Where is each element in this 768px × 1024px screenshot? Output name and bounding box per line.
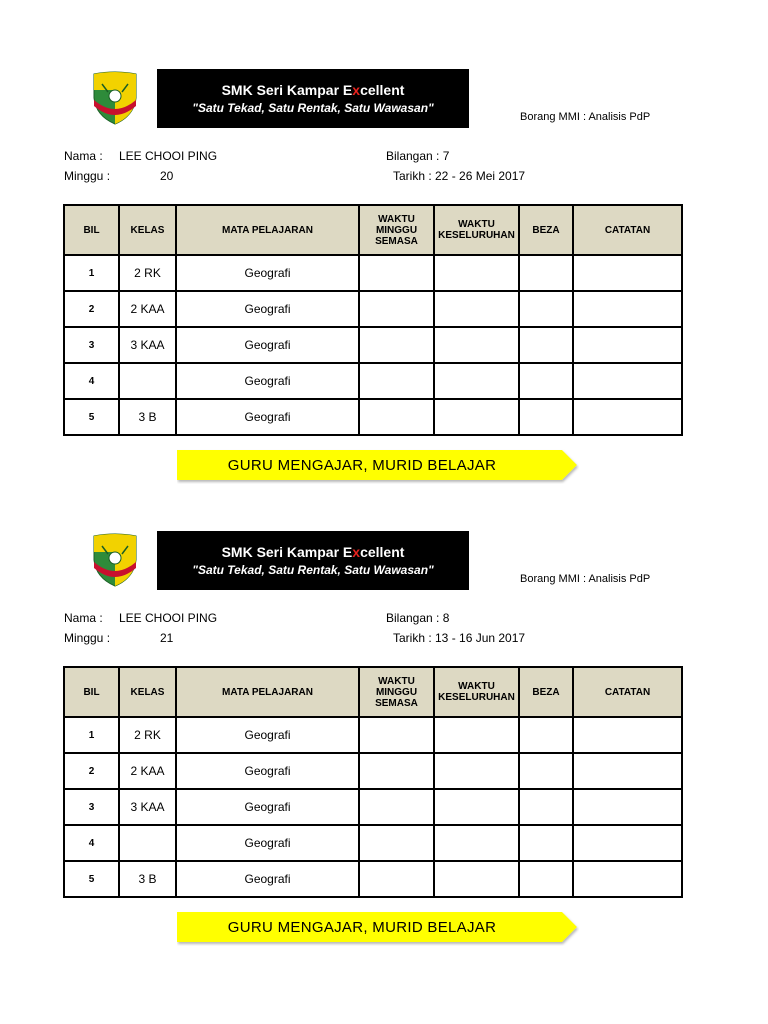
header-kelas: KELAS (119, 667, 176, 717)
cell-mata-pelajaran: Geografi (176, 399, 359, 435)
cell-catatan (573, 399, 682, 435)
form-reference: Borang MMI : Analisis PdP (520, 111, 651, 123)
cell-mata-pelajaran: Geografi (176, 753, 359, 789)
table-body (64, 255, 682, 435)
cell-bil: 2 (64, 753, 119, 789)
mmi-form (0, 462, 768, 942)
cell-waktu-minggu-semasa (359, 255, 434, 291)
cell-beza (519, 291, 573, 327)
table-header-row (64, 205, 682, 255)
cell-bil: 4 (64, 363, 119, 399)
cell-waktu-keseluruhan (434, 717, 519, 753)
header-beza: BEZA (519, 667, 573, 717)
school-name: SMK Seri Kampar Excellent (221, 544, 405, 560)
header-bil: BIL (64, 205, 119, 255)
cell-beza (519, 753, 573, 789)
form-reference: Borang MMI : Analisis PdP (520, 573, 651, 585)
cell-waktu-minggu-semasa (359, 825, 434, 861)
cell-beza (519, 255, 573, 291)
school-motto: "Satu Tekad, Satu Rentak, Satu Wawasan" (192, 101, 434, 115)
cell-waktu-keseluruhan (434, 399, 519, 435)
header-mata-pelajaran: MATA PELAJARAN (176, 205, 359, 255)
table-body (64, 717, 682, 897)
cell-mata-pelajaran: Geografi (176, 717, 359, 753)
cell-kelas: 3 B (119, 861, 176, 897)
table-row (64, 399, 682, 435)
header-waktu-keseluruhan: WAKTU KESELURUHAN (434, 667, 519, 717)
header-bil: BIL (64, 667, 119, 717)
cell-waktu-keseluruhan (434, 291, 519, 327)
cell-bil: 4 (64, 825, 119, 861)
cell-waktu-keseluruhan (434, 753, 519, 789)
cell-waktu-minggu-semasa (359, 291, 434, 327)
cell-waktu-minggu-semasa (359, 327, 434, 363)
cell-catatan (573, 717, 682, 753)
table-row (64, 825, 682, 861)
cell-catatan (573, 861, 682, 897)
table-row (64, 363, 682, 399)
cell-beza (519, 399, 573, 435)
table-row (64, 753, 682, 789)
cell-waktu-keseluruhan (434, 861, 519, 897)
header-catatan: CATATAN (573, 205, 682, 255)
table-row (64, 717, 682, 753)
cell-kelas: 3 B (119, 399, 176, 435)
nama-value: LEE CHOOI PING (119, 149, 218, 163)
cell-mata-pelajaran: Geografi (176, 861, 359, 897)
minggu-label: Minggu : (64, 169, 111, 183)
cell-mata-pelajaran: Geografi (176, 327, 359, 363)
table-row (64, 255, 682, 291)
table-row (64, 789, 682, 825)
table-row (64, 327, 682, 363)
nama-label: Nama : (64, 149, 103, 163)
school-crest-logo (90, 532, 140, 588)
cell-beza (519, 717, 573, 753)
cell-kelas: 2 RK (119, 255, 176, 291)
cell-bil: 1 (64, 717, 119, 753)
cell-waktu-minggu-semasa (359, 399, 434, 435)
cell-catatan (573, 753, 682, 789)
minggu-value: 20 (160, 169, 174, 183)
cell-mata-pelajaran: Geografi (176, 789, 359, 825)
bilangan-field: Bilangan : 7 (386, 149, 450, 163)
school-name: SMK Seri Kampar Excellent (221, 82, 405, 98)
header-waktu-minggu-semasa: WAKTU MINGGU SEMASA (359, 667, 434, 717)
cell-bil: 5 (64, 399, 119, 435)
cell-kelas (119, 825, 176, 861)
school-banner (157, 69, 469, 128)
cell-beza (519, 789, 573, 825)
table-row (64, 291, 682, 327)
cell-catatan (573, 363, 682, 399)
cell-mata-pelajaran: Geografi (176, 825, 359, 861)
cell-catatan (573, 327, 682, 363)
cell-waktu-keseluruhan (434, 327, 519, 363)
cell-kelas (119, 363, 176, 399)
table-header-row (64, 667, 682, 717)
minggu-value: 21 (160, 631, 174, 645)
bilangan-field: Bilangan : 8 (386, 611, 450, 625)
nama-label: Nama : (64, 611, 103, 625)
analysis-table (63, 666, 683, 898)
cell-mata-pelajaran: Geografi (176, 255, 359, 291)
tarikh-field: Tarikh : 22 - 26 Mei 2017 (393, 169, 526, 183)
cell-kelas: 3 KAA (119, 789, 176, 825)
cell-beza (519, 825, 573, 861)
cell-mata-pelajaran: Geografi (176, 291, 359, 327)
cell-waktu-keseluruhan (434, 255, 519, 291)
cell-waktu-keseluruhan (434, 825, 519, 861)
header-mata-pelajaran: MATA PELAJARAN (176, 667, 359, 717)
cell-waktu-minggu-semasa (359, 789, 434, 825)
cell-beza (519, 327, 573, 363)
cell-waktu-minggu-semasa (359, 861, 434, 897)
cell-mata-pelajaran: Geografi (176, 363, 359, 399)
cell-bil: 3 (64, 789, 119, 825)
cell-bil: 2 (64, 291, 119, 327)
cell-beza (519, 861, 573, 897)
school-crest-logo (90, 70, 140, 126)
header-kelas: KELAS (119, 205, 176, 255)
cell-kelas: 2 RK (119, 717, 176, 753)
school-motto: "Satu Tekad, Satu Rentak, Satu Wawasan" (192, 563, 434, 577)
cell-kelas: 2 KAA (119, 291, 176, 327)
header-beza: BEZA (519, 205, 573, 255)
cell-beza (519, 363, 573, 399)
cell-waktu-minggu-semasa (359, 753, 434, 789)
header-catatan: CATATAN (573, 667, 682, 717)
cell-waktu-minggu-semasa (359, 363, 434, 399)
cell-catatan (573, 291, 682, 327)
cell-kelas: 2 KAA (119, 753, 176, 789)
cell-waktu-keseluruhan (434, 363, 519, 399)
tarikh-field: Tarikh : 13 - 16 Jun 2017 (393, 631, 526, 645)
slogan-text: GURU MENGAJAR, MURID BELAJAR (227, 457, 497, 474)
table-row (64, 861, 682, 897)
analysis-table (63, 204, 683, 436)
cell-catatan (573, 825, 682, 861)
cell-bil: 3 (64, 327, 119, 363)
cell-catatan (573, 789, 682, 825)
cell-bil: 1 (64, 255, 119, 291)
school-banner (157, 531, 469, 590)
nama-value: LEE CHOOI PING (119, 611, 218, 625)
cell-waktu-minggu-semasa (359, 717, 434, 753)
slogan-banner (177, 910, 579, 946)
slogan-text: GURU MENGAJAR, MURID BELAJAR (227, 919, 497, 936)
header-waktu-minggu-semasa: WAKTU MINGGU SEMASA (359, 205, 434, 255)
minggu-label: Minggu : (64, 631, 111, 645)
mmi-form (0, 0, 768, 480)
cell-catatan (573, 255, 682, 291)
cell-bil: 5 (64, 861, 119, 897)
cell-kelas: 3 KAA (119, 327, 176, 363)
header-waktu-keseluruhan: WAKTU KESELURUHAN (434, 205, 519, 255)
cell-waktu-keseluruhan (434, 789, 519, 825)
